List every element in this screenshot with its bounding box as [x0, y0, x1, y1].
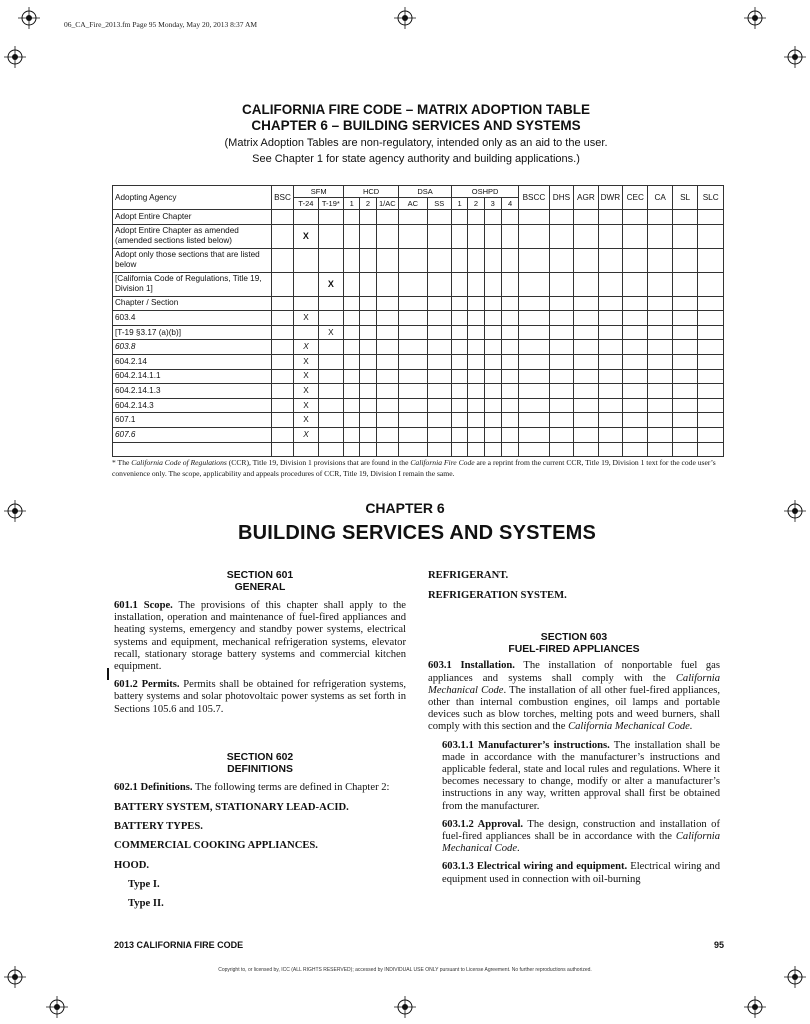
col-hcd-2: 2 — [360, 198, 376, 210]
paragraph-603-1-1: 603.1.1 Manufacturer’s instructions. The installation shall be made in accordance with the manufacturer’s instructions and applicable federal, state and local rules and regulations. Where it becomes necessary to change, modify or alter a manufacturer’s instructions in any way, written approval shall first be obtained from the manufacturer. — [442, 739, 720, 812]
cell-mark: X — [294, 413, 318, 428]
registration-mark-icon — [394, 7, 416, 29]
registration-mark-icon — [744, 7, 766, 29]
section-602-title: DEFINITIONS — [227, 763, 293, 775]
matrix-subtitle: CHAPTER 6 – BUILDING SERVICES AND SYSTEMS — [251, 118, 581, 133]
defined-term: BATTERY SYSTEM, STATIONARY LEAD-ACID. — [114, 802, 349, 814]
matrix-title: CALIFORNIA FIRE CODE – MATRIX ADOPTION TABLE — [242, 102, 590, 117]
table-row — [113, 413, 724, 428]
revision-bar — [107, 668, 109, 680]
row-label: 604.2.14.3 — [113, 398, 272, 413]
col-dsa-ac: AC — [399, 198, 428, 210]
col-cec: CEC — [623, 186, 648, 210]
cell-mark: X — [294, 427, 318, 442]
paragraph-603-1-3: 603.1.3 Electrical wiring and equipment. Electrical wiring and equipment used in connection with oil-burning — [442, 861, 721, 885]
col-sl: SL — [672, 186, 697, 210]
table-footnote: * The California Code of Regulations (CCR), Title 19, Division 1 provisions that are found in the California Fire Code are a reprint from the current CCR, Title 19, Division 1 text for the code user’s convenience only. The scope, applicability and appeals procedures of CCR, Title 19, Division I remain the same. — [112, 458, 716, 478]
cell-mark: X — [294, 398, 318, 413]
row-label: 603.4 — [113, 311, 272, 326]
table-header-row — [113, 186, 724, 198]
matrix-note-line2: See Chapter 1 for state agency authority and building applications.) — [252, 153, 580, 165]
table-row — [113, 210, 724, 225]
paragraph-601-1: 601.1 Scope. The provisions of this chapter shall apply to the installation, operation and maintenance of fuel-fired appliances and heating systems, emergency and standby power systems, electrical systems and equipment, mechanical refrigeration systems, elevator recall, stationary storage battery systems and commercial kitchen equipment. — [114, 600, 406, 673]
defined-term: BATTERY TYPES. — [114, 821, 203, 833]
cell-mark: X — [294, 384, 318, 399]
cell-mark: X — [294, 224, 318, 248]
defined-term: HOOD. — [114, 859, 150, 871]
col-dsa-ss: SS — [427, 198, 451, 210]
row-label: 604.2.14 — [113, 354, 272, 369]
row-label: 607.6 — [113, 427, 272, 442]
paragraph-602-1: 602.1 Definitions. The following terms are defined in Chapter 2: — [114, 781, 390, 793]
table-row — [113, 384, 724, 399]
defined-term: REFRIGERATION SYSTEM. — [428, 590, 567, 602]
row-label: Adopt only those sections that are listed below — [113, 248, 272, 272]
table-row — [113, 354, 724, 369]
table-row — [113, 248, 724, 272]
row-label: Adopt Entire Chapter — [113, 210, 272, 225]
defined-term: Type II. — [128, 898, 164, 910]
copyright-notice: Copyright to, or licensed by, ICC (ALL RIGHTS RESERVED); accessed by INDIVIDUAL USE ONLY pursuant to License Agreement. No further reproductions authorized. — [218, 967, 592, 973]
col-oshpd-2: 2 — [468, 198, 484, 210]
col-dhs: DHS — [549, 186, 573, 210]
row-label: Chapter / Section — [113, 296, 272, 311]
col-oshpd-3: 3 — [484, 198, 501, 210]
col-dsa: DSA — [399, 186, 452, 198]
table-row — [113, 427, 724, 442]
paragraph-601-2: 601.2 Permits. Permits shall be obtained for refrigeration systems, battery systems and solar photovoltaic power systems as set forth in Sections 105.6 and 105.7. — [114, 679, 406, 715]
row-label: 604.2.14.1.3 — [113, 384, 272, 399]
row-label: 607.1 — [113, 413, 272, 428]
registration-mark-icon — [744, 996, 766, 1018]
table-row-empty — [113, 442, 724, 457]
row-label: [California Code of Regulations, Title 19, Division 1] — [113, 272, 272, 296]
row-label: Adopt Entire Chapter as amended (amended sections listed below) — [113, 224, 272, 248]
table-row — [113, 272, 724, 296]
table-row — [113, 398, 724, 413]
cell-mark: X — [294, 311, 318, 326]
registration-mark-icon — [784, 46, 806, 68]
table-row — [113, 340, 724, 355]
table-row — [113, 224, 724, 248]
paragraph-603-1: 603.1 Installation. The installation of nonportable fuel gas appliances and systems shall comply with the California Mechanical Code. The installation of all other fuel-fired appliances, other than internal combustion engines, oil lamps and portable devices such as blow torches, melting pots and weed burners, shall comply with this section and the California Mechanical Code. — [428, 660, 721, 733]
running-footer: 2013 CALIFORNIA FIRE CODE — [114, 940, 244, 950]
table-row — [113, 311, 724, 326]
page-number: 95 — [713, 940, 724, 950]
row-label: [T-19 §3.17 (a)(b)] — [113, 325, 272, 340]
adopting-agency-header: Adopting Agency — [113, 186, 272, 210]
chapter-label: CHAPTER 6 — [365, 500, 445, 516]
registration-mark-icon — [18, 7, 40, 29]
defined-term: Type I. — [128, 878, 160, 890]
matrix-adoption-table — [112, 185, 724, 457]
chapter-title: BUILDING SERVICES AND SYSTEMS — [237, 522, 597, 544]
col-oshpd-1: 1 — [452, 198, 468, 210]
cell-mark: X — [318, 325, 343, 340]
row-label: 603.8 — [113, 340, 272, 355]
col-bsc: BSC — [271, 186, 293, 210]
defined-term: COMMERCIAL COOKING APPLIANCES. — [114, 840, 318, 852]
table-row — [113, 296, 724, 311]
registration-mark-icon — [46, 996, 68, 1018]
col-sfm: SFM — [294, 186, 344, 198]
table-row — [113, 369, 724, 384]
section-603-number: SECTION 603 — [540, 632, 608, 644]
cell-mark: X — [318, 272, 343, 296]
col-agr: AGR — [574, 186, 598, 210]
registration-mark-icon — [4, 46, 26, 68]
registration-mark-icon — [394, 996, 416, 1018]
print-header: 06_CA_Fire_2013.fm Page 95 Monday, May 20, 2013 8:37 AM — [64, 20, 258, 29]
defined-term: REFRIGERANT. — [428, 570, 509, 581]
section-603-title: FUEL-FIRED APPLIANCES — [508, 644, 640, 656]
table-row — [113, 325, 724, 340]
section-601-number: SECTION 601 — [226, 570, 294, 581]
paragraph-603-1-2: 603.1.2 Approval. The design, construction and installation of fuel-fired appliances shall be in accordance with the California Mechanical Code. — [442, 818, 720, 855]
section-602-number: SECTION 602 — [226, 751, 294, 763]
col-hcd-1: 1 — [344, 198, 360, 210]
col-oshpd-4: 4 — [501, 198, 518, 210]
cell-mark: X — [294, 340, 318, 355]
col-bscc: BSCC — [519, 186, 550, 210]
row-label: 604.2.14.1.1 — [113, 369, 272, 384]
col-dwr: DWR — [598, 186, 622, 210]
cell-mark: X — [294, 354, 318, 369]
col-hcd-1ac: 1/AC — [376, 198, 398, 210]
matrix-note-line1: (Matrix Adoption Tables are non-regulatory, intended only as an aid to the user. — [224, 137, 608, 149]
col-oshpd: OSHPD — [452, 186, 519, 198]
right-column — [428, 570, 720, 892]
col-slc: SLC — [698, 186, 724, 210]
col-sfm-t24: T-24 — [294, 198, 318, 210]
cell-mark: X — [294, 369, 318, 384]
col-ca: CA — [648, 186, 672, 210]
left-column — [114, 570, 406, 916]
section-601-title: GENERAL — [234, 582, 286, 593]
col-hcd: HCD — [344, 186, 399, 198]
col-sfm-t19: T-19* — [318, 198, 343, 210]
